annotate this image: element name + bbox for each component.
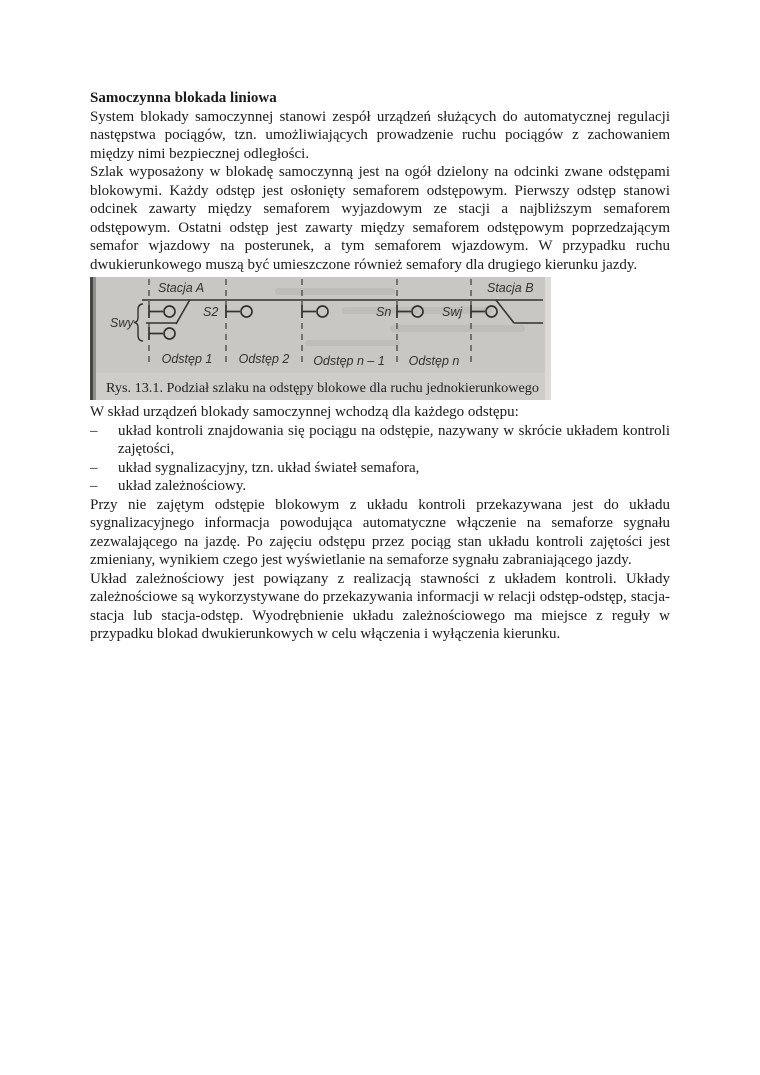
paragraph-przy: Przy nie zajętym odstępie blokowym z układu kontroli przekazywana jest do układu sygnalizacyjnego informacja powodująca automatyczne włączenie na semaforze sygnału zezwalającego na jazdę. Po zajęciu odstępu przez pociąg stan układu kontroli zajętości jest zmieniany, wynikiem czego jest wyświetlanie na semaforze sygnału zabraniającego jazdy. [90,496,670,568]
list-item-text: układ sygnalizacyjny, tzn. układ świateł semafora, [118,459,420,476]
component-list [90,422,670,496]
scan-right-fade [545,277,551,400]
figure-caption: Rys. 13.1. Podział szlaku na odstępy blokowe dla ruchu jednokierunkowego [106,380,540,395]
list-dash: – [90,459,98,476]
figure-scan [90,277,551,400]
s2-label: S2 [203,305,219,319]
odstep-n-label: Odstęp n [408,354,460,368]
list-item [90,422,670,459]
list-item-text: układ zależnościowy. [118,478,247,494]
block-diagram [90,277,551,400]
paragraph-szlak: Szlak wyposażony w blokadę samoczynną jest na ogół dzielony na odcinki zwane odstępami blokowymi. Każdy odstęp jest osłonięty semaforem odstępowym. Pierwszy odstęp stanowi odcinek zawarty między semaforem wyjazdowym ze stacji a najbliższym semaforem odstępowym. Ostatni odstęp jest zawarty między semaforem odstępowym poprzedzającym semafor wjazdowy na posterunek, a tym semaforem wjazdowym. W przypadku ruchu dwukierunkowego muszą być umieszczone również semafory dla drugiego kierunku jazdy. [90,164,670,273]
text-column [90,89,670,644]
section-heading: Samoczynna blokada liniowa [90,90,277,106]
sn-label: Sn [376,305,392,319]
station-a-label: Stacja A [158,281,205,295]
paragraph-sklad-intro: W skład urządzeń blokady samoczynnej wchodzą dla każdego odstępu: [90,404,519,420]
odstep-n-1-label: Odstęp n – 1 [313,354,385,368]
list-dash: – [90,422,98,439]
station-b-label: Stacja B [487,281,534,295]
list-item [90,459,670,478]
scan-edge-shadow [90,277,93,400]
list-item-text: układ kontroli znajdowania się pociągu na odstępie, nazywany w skrócie układem kontroli zajętości, [118,422,670,457]
paragraph-uklad: Układ zależnościowy jest powiązany z realizacją stawności z układem kontroli. Układy zależnościowe są wykorzystywane do przekazywania informacji w relacji odstęp-odstęp, stacja-stacja lub stacja-odstęp. Wyodrębnienie układu zależnościowego ma miejsce z reguły w przypadku blokad dwukierunkowych w celu włączenia i wyłączenia kierunku. [90,570,670,642]
swj-label: Swj [442,305,463,319]
list-dash: – [90,478,98,494]
list-item [90,477,670,496]
swy-label: Swy [110,316,134,330]
scan-edge-shade [93,277,96,400]
odstep-2-label: Odstęp 2 [238,352,290,366]
paragraph-system: System blokady samoczynnej stanowi zespół urządzeń służących do automatycznej regulacji następstwa pociągów, tzn. umożliwiających prowadzenie ruchu pociągów z zachowaniem między nimi bezpiecznej odległości. [90,108,670,162]
odstep-1-label: Odstęp 1 [161,352,213,366]
